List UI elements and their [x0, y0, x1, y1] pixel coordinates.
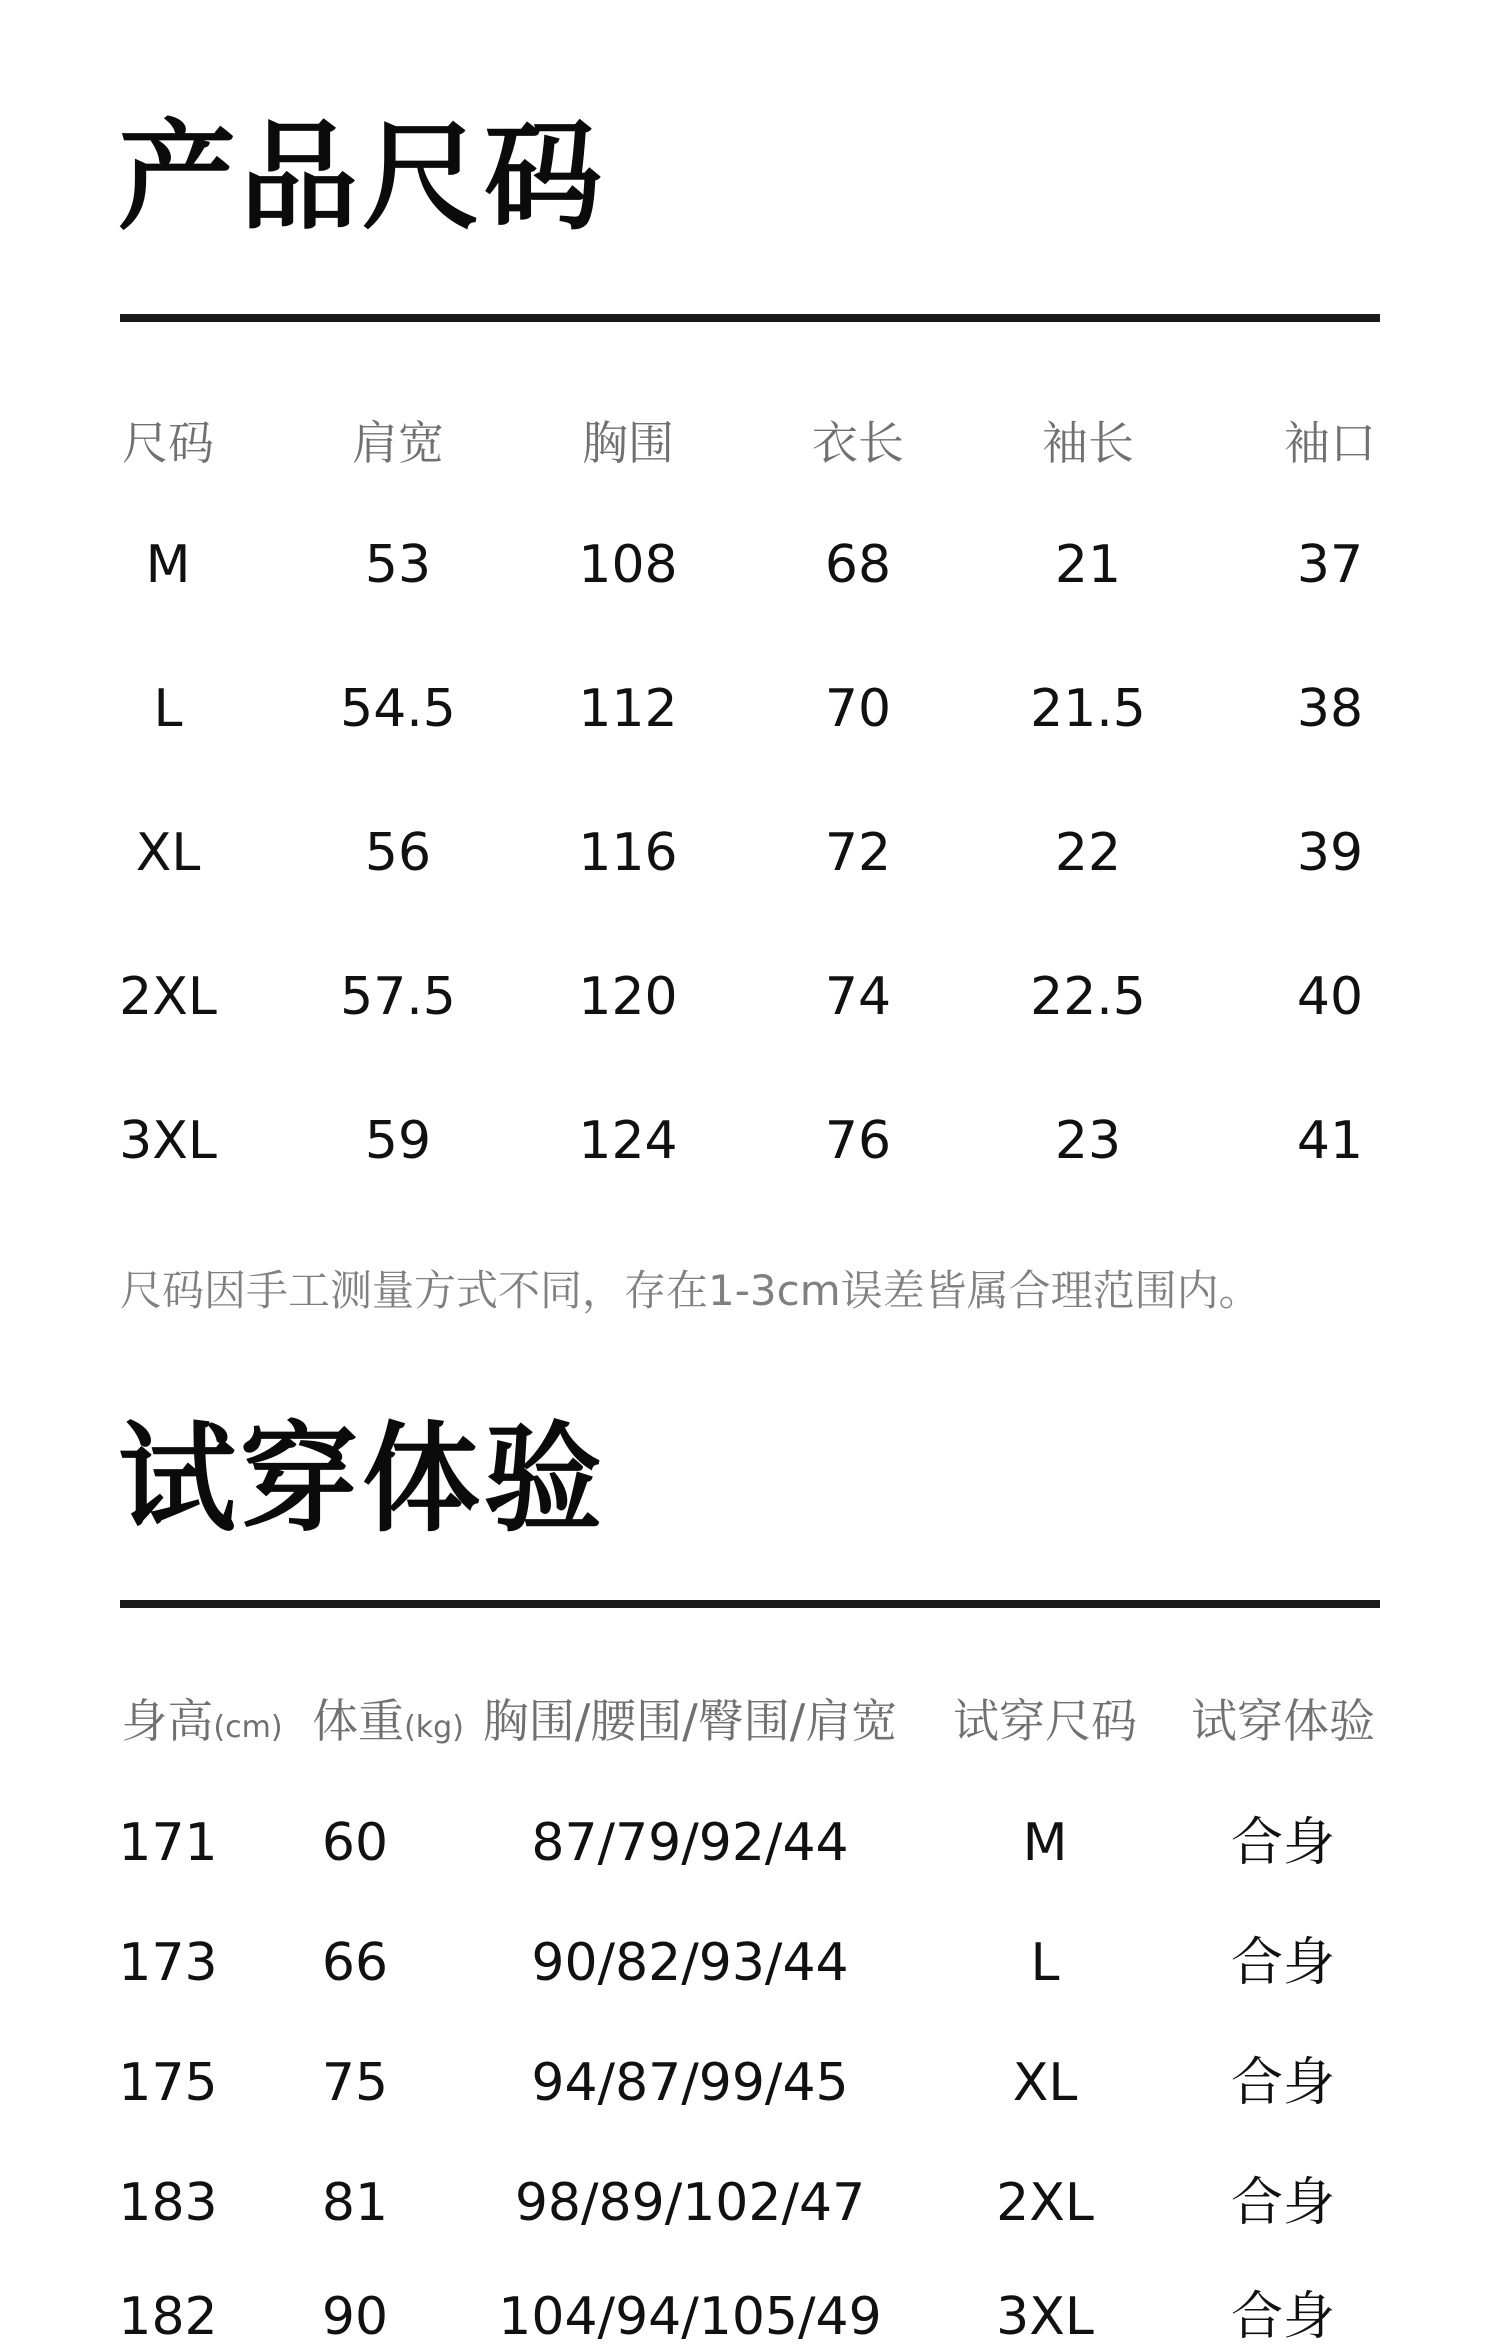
- header-shoulder-width: 肩宽: [352, 416, 444, 470]
- size-section-divider: [120, 314, 1380, 322]
- measurement-note: 尺码因手工测量方式不同，存在1-3cm误差皆属合理范围内。: [120, 1266, 1261, 1315]
- fit-cell: 合身: [1230, 2053, 1336, 2113]
- fit-section-divider: [120, 1600, 1380, 1608]
- trial-size-cell: 3XL: [996, 2287, 1094, 2347]
- height-cell: 171: [118, 1813, 218, 1873]
- shoulder-cell: 56: [364, 823, 432, 883]
- sleeve-cell: 22: [1054, 823, 1122, 883]
- cuff-cell: 37: [1296, 535, 1364, 595]
- header-trial-size: 试穿尺码: [953, 1694, 1137, 1748]
- measurements-cell: 98/89/102/47: [514, 2173, 866, 2233]
- weight-cell: 90: [321, 2287, 389, 2347]
- sleeve-cell: 22.5: [1030, 967, 1146, 1027]
- trial-size-cell: M: [1022, 1813, 1068, 1873]
- length-cell: 74: [824, 967, 892, 1027]
- trial-size-cell: L: [1030, 1933, 1060, 1993]
- shoulder-cell: 54.5: [340, 679, 456, 739]
- header-weight-unit: (kg): [404, 1710, 464, 1745]
- cuff-cell: 41: [1296, 1111, 1364, 1171]
- chest-cell: 124: [578, 1111, 678, 1171]
- header-sleeve-length: 袖长: [1042, 416, 1134, 470]
- chest-cell: 116: [578, 823, 678, 883]
- fit-section-title: 试穿体验: [118, 1410, 607, 1548]
- height-cell: 183: [118, 2173, 218, 2233]
- chest-cell: 120: [578, 967, 678, 1027]
- cuff-cell: 39: [1296, 823, 1364, 883]
- weight-cell: 75: [321, 2053, 389, 2113]
- size-cell: L: [153, 679, 183, 739]
- size-cell: 2XL: [119, 967, 217, 1027]
- size-cell: 3XL: [119, 1111, 217, 1171]
- size-cell: XL: [135, 823, 201, 883]
- measurements-cell: 90/82/93/44: [531, 1933, 849, 1993]
- header-length: 衣长: [812, 416, 904, 470]
- fit-cell: 合身: [1230, 1813, 1336, 1873]
- weight-cell: 60: [321, 1813, 389, 1873]
- header-size: 尺码: [122, 416, 214, 470]
- weight-cell: 66: [321, 1933, 389, 1993]
- length-cell: 68: [824, 535, 892, 595]
- header-height-label: 身高: [121, 1694, 214, 1748]
- size-section-title: 产品尺码: [118, 108, 607, 246]
- cuff-cell: 40: [1296, 967, 1364, 1027]
- sleeve-cell: 21: [1054, 535, 1122, 595]
- fit-cell: 合身: [1230, 2287, 1336, 2347]
- header-weight-label: 体重: [312, 1694, 405, 1748]
- trial-size-cell: XL: [1012, 2053, 1078, 2113]
- header-chest: 胸围: [582, 416, 674, 470]
- measurements-cell: 87/79/92/44: [531, 1813, 849, 1873]
- shoulder-cell: 57.5: [340, 967, 456, 1027]
- size-cell: M: [145, 535, 191, 595]
- weight-cell: 81: [321, 2173, 389, 2233]
- measurements-cell: 104/94/105/49: [498, 2287, 882, 2347]
- header-measurements: 胸围/腰围/臀围/肩宽: [482, 1694, 898, 1748]
- measurements-cell: 94/87/99/45: [531, 2053, 849, 2113]
- header-height-unit: (cm): [213, 1710, 283, 1745]
- sleeve-cell: 21.5: [1030, 679, 1146, 739]
- cuff-cell: 38: [1296, 679, 1364, 739]
- height-cell: 175: [118, 2053, 218, 2113]
- length-cell: 72: [824, 823, 892, 883]
- length-cell: 76: [824, 1111, 892, 1171]
- shoulder-cell: 53: [364, 535, 432, 595]
- chest-cell: 108: [578, 535, 678, 595]
- header-fit-experience: 试穿体验: [1191, 1694, 1375, 1748]
- header-height: [121, 1694, 283, 1748]
- header-cuff: 袖口: [1284, 416, 1376, 470]
- sleeve-cell: 23: [1054, 1111, 1122, 1171]
- fit-cell: 合身: [1230, 2173, 1336, 2233]
- shoulder-cell: 59: [364, 1111, 432, 1171]
- fit-cell: 合身: [1230, 1933, 1336, 1993]
- height-cell: 173: [118, 1933, 218, 1993]
- height-cell: 182: [118, 2287, 218, 2347]
- trial-size-cell: 2XL: [996, 2173, 1094, 2233]
- length-cell: 70: [824, 679, 892, 739]
- header-weight: [312, 1694, 464, 1748]
- chest-cell: 112: [578, 679, 678, 739]
